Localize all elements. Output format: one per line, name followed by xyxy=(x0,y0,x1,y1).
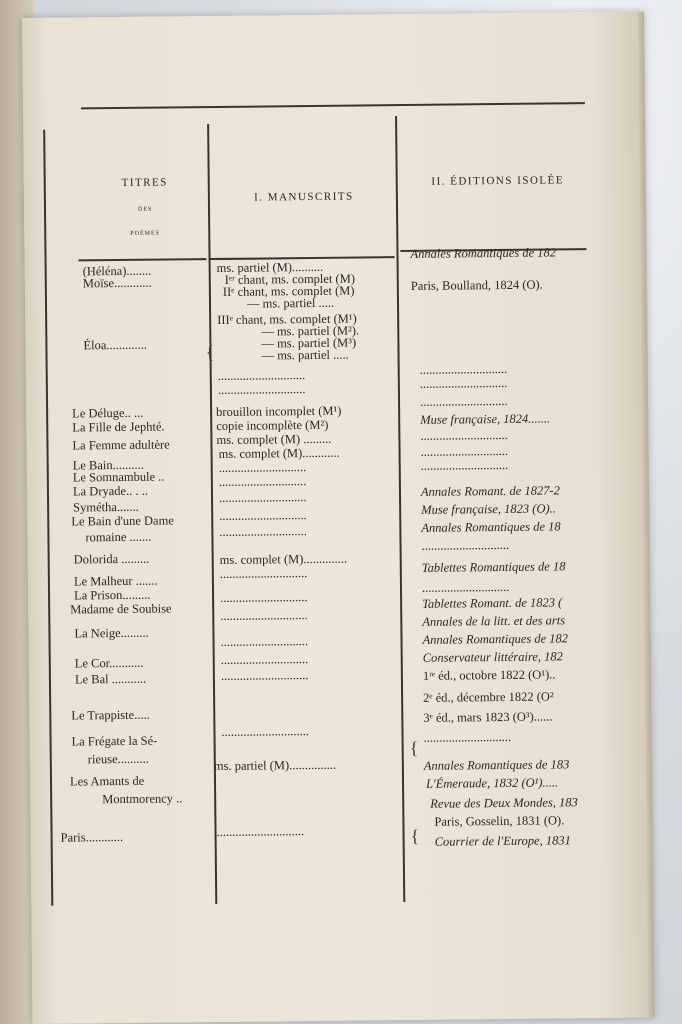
table-cell: Conservateur littéraire, 182 xyxy=(422,649,563,665)
table-cell: romaine ....... xyxy=(85,529,152,545)
table-cell: Revue des Deux Mondes, 183 xyxy=(430,795,578,811)
table-cell: rieuse.......... xyxy=(87,751,149,767)
table-cell: ............................ xyxy=(220,608,308,623)
table-cell: brouillon incomplet (M¹) xyxy=(216,403,342,419)
table-cell: Annales Romantiques de 182 xyxy=(410,245,557,261)
table-cell: ............................ xyxy=(220,590,308,605)
table-cell: ....................... xyxy=(216,248,289,263)
table-cell: 2ᵉ éd., décembre 1822 (O² xyxy=(423,689,554,705)
table-cell: — ms. partiel (M²). xyxy=(261,323,360,339)
table-cell: Muse française, 1824....... xyxy=(420,411,551,427)
table-cell: ............................ xyxy=(420,457,509,473)
table-cell: ............................ xyxy=(423,729,512,745)
book-page xyxy=(22,11,655,1023)
table-cell: Iᵉʳ chant, ms. complet (M) xyxy=(224,271,356,287)
table-cell: Le Bal ........... xyxy=(74,671,147,687)
header-titles-des: DES xyxy=(137,206,153,213)
table-cell: IIIᵉ chant, ms. complet (M¹) xyxy=(217,311,357,327)
table-cell: Annales Romantiques de 182 xyxy=(422,631,569,647)
table-cell: ............................ xyxy=(421,579,510,595)
table-cell: ............................ xyxy=(218,474,307,489)
table-cell: Symétha....... xyxy=(73,499,139,515)
table-cell: 3ᵉ éd., mars 1823 (O³)...... xyxy=(423,709,553,725)
table-cell: Annales Romantiques de 18 xyxy=(421,519,561,535)
table-cell: Le Bain.......... xyxy=(72,457,144,473)
table-cell: ............................ xyxy=(218,460,307,475)
table-cell: ............................ xyxy=(218,490,307,505)
table-cell: ............................ xyxy=(219,566,308,581)
table-cell: Paris............ xyxy=(60,829,124,845)
table-cell: Le Malheur ....... xyxy=(73,573,158,589)
table-cell: ............................ xyxy=(221,724,310,739)
table-cell: ............................ xyxy=(419,361,508,377)
table-cell: Montmorency .. xyxy=(102,791,183,807)
table-cell: ............................ xyxy=(421,537,510,553)
table-cell: ms. partiel (M)............... xyxy=(213,757,337,774)
table-cell: Courrier de l'Europe, 1831 xyxy=(434,833,571,849)
table-cell: Annales Romant. de 1827-2 xyxy=(420,483,560,499)
table-cell: Le Déluge.. ... xyxy=(72,405,144,421)
table-cell: Tablettes Romantiques de 18 xyxy=(421,559,566,575)
table-cell: La Frégate la Sé- xyxy=(71,733,158,749)
table-cell: Annales Romantiques de 183 xyxy=(423,757,570,773)
table-cell: Muse française, 1823 (O).. xyxy=(421,501,556,517)
table-cell: Le Trappiste..... xyxy=(71,707,150,723)
table-cell: — ms. partiel ..... xyxy=(246,295,335,311)
table-cell: — ms. partiel (M³) xyxy=(261,335,357,351)
table-cell: Le Bain d'une Dame xyxy=(71,513,174,529)
table-cell: ms. complet (M).............. xyxy=(219,551,348,567)
table-cell: La Dryade.. . .. xyxy=(72,483,149,499)
table-cell: ............................ xyxy=(217,382,306,397)
table-cell: Annales de la litt. et des arts xyxy=(422,613,566,629)
table-cell: ms. partiel (M).......... xyxy=(216,259,324,275)
table-cell: — ms. partiel ..... xyxy=(261,347,349,363)
header-titles: TITRES xyxy=(121,176,168,189)
table-cell: ............................ xyxy=(220,668,309,683)
table-cell: ............................ xyxy=(216,824,305,840)
table-cell: La Neige......... xyxy=(74,625,149,641)
table-cell: Les Amants de xyxy=(69,773,145,789)
table-cell: IIᵉ chant, ms. complet (M) xyxy=(222,283,355,299)
table-cell: Paris, Gosselin, 1831 (O). xyxy=(434,813,565,829)
header-titles-poemes: POÈMES xyxy=(130,230,160,237)
table-cell: ............................ xyxy=(219,524,307,539)
table-cell: Dolorida ......... xyxy=(73,551,150,567)
table-cell: Madame de Soubise xyxy=(70,601,172,617)
table-cell: La Femme adultère xyxy=(72,437,170,453)
table-cell: ............................ xyxy=(420,427,508,443)
column-divider-1 xyxy=(207,124,217,904)
table-cell: ms. complet (M)............ xyxy=(218,445,340,461)
column-divider-2 xyxy=(395,116,405,902)
table-cell: ............................ xyxy=(419,393,508,409)
table-cell: ms. complet (M) ......... xyxy=(216,431,332,447)
header-editions: II. ÉDITIONS ISOLÉE xyxy=(431,174,565,188)
table-cell: ............................ xyxy=(219,508,307,523)
table-cell: Moïse............ xyxy=(82,275,152,291)
table-cell: La Prison......... xyxy=(73,587,151,603)
table-top-rule xyxy=(81,102,585,109)
table-cell: Le Somnambule .. xyxy=(72,469,165,485)
table-cell: copie incomplète (M²) xyxy=(216,417,329,433)
table-cell: ............................ xyxy=(419,375,508,391)
table-cell: Paris, Boulland, 1824 (O). xyxy=(410,277,543,293)
poems-table xyxy=(37,102,631,906)
header-rule-1 xyxy=(79,258,207,261)
table-cell: Le Cor........... xyxy=(74,655,144,671)
table-cell: ............................ xyxy=(220,634,309,649)
brace-icon: { xyxy=(409,737,419,758)
table-cell: L'Émeraude, 1832 (O¹)..... xyxy=(425,775,559,791)
table-cell: ............................ xyxy=(220,652,309,667)
table-cell: Éloa............. xyxy=(83,337,148,353)
brace-icon: { xyxy=(205,342,215,363)
header-manuscrits: I. MANUSCRITS xyxy=(254,190,354,204)
table-cell: Tablettes Romant. de 1823 ( xyxy=(422,595,563,611)
table-cell: (Héléna)........ xyxy=(82,263,152,279)
table-left-rule xyxy=(43,130,53,906)
table-cell: ............................ xyxy=(217,368,306,383)
table-cell: La Fille de Jephté. xyxy=(72,419,165,435)
brace-icon: { xyxy=(410,825,420,846)
table-cell: 1ʳᵉ éd., octobre 1822 (O¹).. xyxy=(422,667,556,683)
table-cell: ............................ xyxy=(420,443,509,459)
